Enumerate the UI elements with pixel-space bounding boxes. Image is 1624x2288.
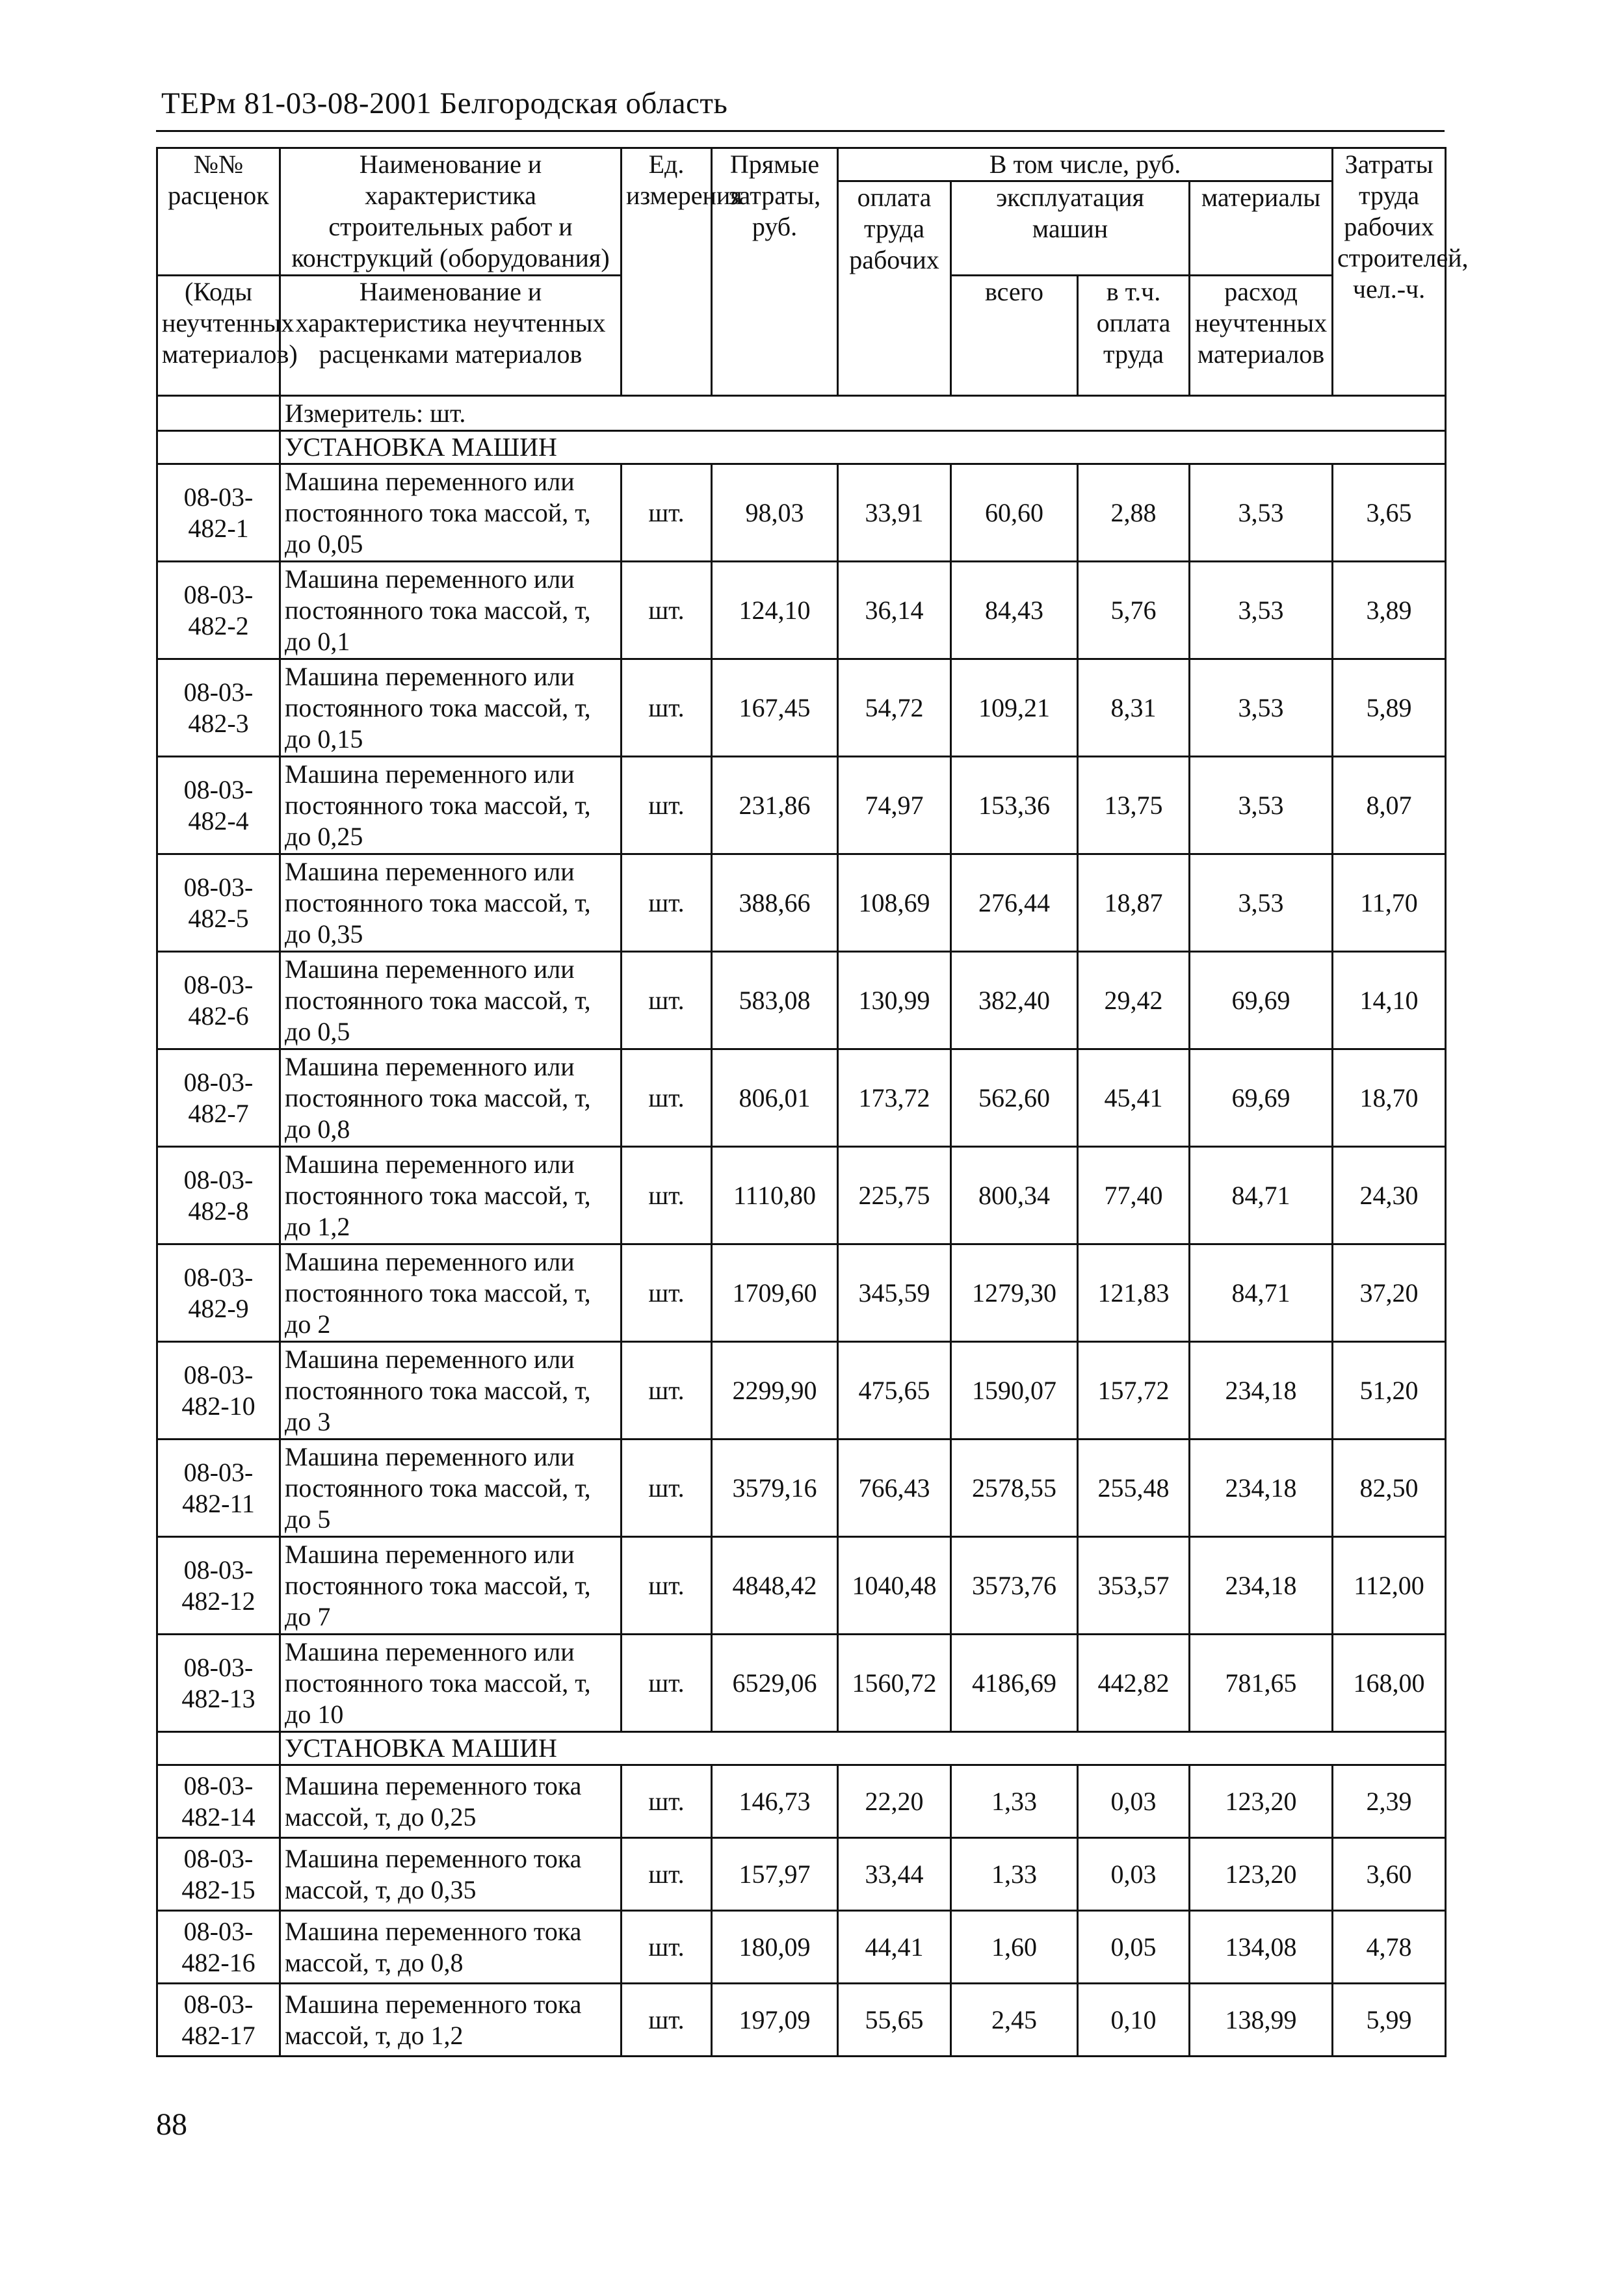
labor-pay: 475,65 — [838, 1342, 951, 1440]
table-row — [157, 1440, 1446, 1537]
rate-code: 08-03-482-14 — [157, 1765, 280, 1838]
machines-labor-pay: 0,10 — [1078, 1984, 1190, 2057]
labor-hours: 2,39 — [1333, 1765, 1446, 1838]
labor-pay: 74,97 — [838, 757, 951, 854]
labor-hours: 112,00 — [1333, 1537, 1446, 1635]
machines-labor-pay: 13,75 — [1078, 757, 1190, 854]
table-row — [157, 1537, 1446, 1635]
materials-cost: 84,71 — [1190, 1147, 1333, 1244]
direct-costs: 6529,06 — [712, 1635, 838, 1732]
table-row — [157, 1838, 1446, 1911]
machines-total: 1590,07 — [951, 1342, 1078, 1440]
machines-total: 1279,30 — [951, 1244, 1078, 1342]
labor-hours: 5,99 — [1333, 1984, 1446, 2057]
table-row — [157, 1049, 1446, 1147]
header-divider — [156, 130, 1445, 132]
rate-code: 08-03-482-2 — [157, 562, 280, 659]
materials-cost: 138,99 — [1190, 1984, 1333, 2057]
labor-hours: 8,07 — [1333, 757, 1446, 854]
work-description: Машина переменного или постоянного тока массой, т, до 0,35 — [280, 854, 622, 952]
machines-total: 2578,55 — [951, 1440, 1078, 1537]
labor-hours: 11,70 — [1333, 854, 1446, 952]
work-description: Машина переменного или постоянного тока массой, т, до 5 — [280, 1440, 622, 1537]
header-including: В том числе, руб. — [838, 148, 1333, 181]
labor-pay: 22,20 — [838, 1765, 951, 1838]
header-name: Наименование и характеристика строительных работ и конструкций (оборудования) — [280, 148, 622, 276]
direct-costs: 3579,16 — [712, 1440, 838, 1537]
direct-costs: 231,86 — [712, 757, 838, 854]
labor-pay: 55,65 — [838, 1984, 951, 2057]
labor-hours: 3,65 — [1333, 464, 1446, 562]
rate-code: 08-03-482-1 — [157, 464, 280, 562]
work-description: Машина переменного или постоянного тока массой, т, до 0,05 — [280, 464, 622, 562]
unit-of-measure: шт. — [622, 464, 712, 562]
rate-code: 08-03-482-7 — [157, 1049, 280, 1147]
labor-pay: 130,99 — [838, 952, 951, 1049]
section-title: УСТАНОВКА МАШИН — [280, 431, 1446, 464]
direct-costs: 806,01 — [712, 1049, 838, 1147]
machines-total: 153,36 — [951, 757, 1078, 854]
machines-total: 276,44 — [951, 854, 1078, 952]
rate-code: 08-03-482-17 — [157, 1984, 280, 2057]
rate-code: 08-03-482-6 — [157, 952, 280, 1049]
header-materials: материалы — [1190, 181, 1333, 276]
labor-hours: 24,30 — [1333, 1147, 1446, 1244]
machines-labor-pay: 8,31 — [1078, 659, 1190, 757]
unit-of-measure: шт. — [622, 1911, 712, 1984]
rate-code: 08-03-482-3 — [157, 659, 280, 757]
materials-cost: 3,53 — [1190, 757, 1333, 854]
work-description: Машина переменного тока массой, т, до 0,25 — [280, 1765, 622, 1838]
section-blank — [157, 1732, 280, 1765]
materials-cost: 69,69 — [1190, 952, 1333, 1049]
machines-labor-pay: 0,05 — [1078, 1911, 1190, 1984]
machines-total: 109,21 — [951, 659, 1078, 757]
rate-code: 08-03-482-10 — [157, 1342, 280, 1440]
direct-costs: 1709,60 — [712, 1244, 838, 1342]
labor-pay: 108,69 — [838, 854, 951, 952]
machines-labor-pay: 353,57 — [1078, 1537, 1190, 1635]
work-description: Машина переменного или постоянного тока массой, т, до 2 — [280, 1244, 622, 1342]
labor-pay: 1560,72 — [838, 1635, 951, 1732]
labor-pay: 225,75 — [838, 1147, 951, 1244]
document-title: ТЕРм 81-03-08-2001 Белгородская область — [161, 86, 728, 120]
work-description: Машина переменного или постоянного тока массой, т, до 0,25 — [280, 757, 622, 854]
machines-total: 2,45 — [951, 1984, 1078, 2057]
labor-hours: 82,50 — [1333, 1440, 1446, 1537]
section-title: УСТАНОВКА МАШИН — [280, 1732, 1446, 1765]
section-blank — [157, 431, 280, 464]
unit-of-measure: шт. — [622, 562, 712, 659]
unit-of-measure: шт. — [622, 854, 712, 952]
rate-code: 08-03-482-12 — [157, 1537, 280, 1635]
machines-labor-pay: 2,88 — [1078, 464, 1190, 562]
work-description: Машина переменного или постоянного тока массой, т, до 10 — [280, 1635, 622, 1732]
page-number: 88 — [156, 2107, 187, 2142]
labor-hours: 3,89 — [1333, 562, 1446, 659]
direct-costs: 98,03 — [712, 464, 838, 562]
unit-of-measure: шт. — [622, 1765, 712, 1838]
direct-costs: 124,10 — [712, 562, 838, 659]
labor-pay: 766,43 — [838, 1440, 951, 1537]
labor-hours: 5,89 — [1333, 659, 1446, 757]
header-machines-pay: в т.ч. оплата труда — [1078, 276, 1190, 396]
table-row — [157, 1342, 1446, 1440]
table-row — [157, 562, 1446, 659]
labor-pay: 33,44 — [838, 1838, 951, 1911]
machines-total: 1,33 — [951, 1765, 1078, 1838]
table-row — [157, 1147, 1446, 1244]
table-row — [157, 757, 1446, 854]
labor-hours: 14,10 — [1333, 952, 1446, 1049]
direct-costs: 197,09 — [712, 1984, 838, 2057]
rates-table — [156, 147, 1469, 2057]
unit-of-measure: шт. — [622, 659, 712, 757]
header-unit: Ед. измерения — [622, 148, 712, 396]
direct-costs: 167,45 — [712, 659, 838, 757]
rate-code: 08-03-482-15 — [157, 1838, 280, 1911]
unit-of-measure: шт. — [622, 1440, 712, 1537]
header-direct-costs: Прямые затраты, руб. — [712, 148, 838, 396]
rate-code: 08-03-482-16 — [157, 1911, 280, 1984]
labor-hours: 4,78 — [1333, 1911, 1446, 1984]
materials-cost: 134,08 — [1190, 1911, 1333, 1984]
machines-total: 1,60 — [951, 1911, 1078, 1984]
unit-of-measure: шт. — [622, 1838, 712, 1911]
header-materials-unaccounted: расход неучтенных материалов — [1190, 276, 1333, 396]
work-description: Машина переменного тока массой, т, до 1,2 — [280, 1984, 622, 2057]
machines-labor-pay: 442,82 — [1078, 1635, 1190, 1732]
machines-labor-pay: 5,76 — [1078, 562, 1190, 659]
machines-labor-pay: 157,72 — [1078, 1342, 1190, 1440]
unit-of-measure: шт. — [622, 1147, 712, 1244]
direct-costs: 157,97 — [712, 1838, 838, 1911]
materials-cost: 3,53 — [1190, 562, 1333, 659]
materials-cost: 123,20 — [1190, 1838, 1333, 1911]
materials-cost: 123,20 — [1190, 1765, 1333, 1838]
materials-cost: 234,18 — [1190, 1440, 1333, 1537]
rate-code: 08-03-482-11 — [157, 1440, 280, 1537]
labor-pay: 173,72 — [838, 1049, 951, 1147]
machines-labor-pay: 29,42 — [1078, 952, 1190, 1049]
work-description: Машина переменного или постоянного тока массой, т, до 3 — [280, 1342, 622, 1440]
labor-pay: 33,91 — [838, 464, 951, 562]
table-row — [157, 1765, 1446, 1838]
machines-labor-pay: 18,87 — [1078, 854, 1190, 952]
header-unaccounted-code: (Коды неучтенных материалов) — [157, 276, 280, 396]
machines-total: 4186,69 — [951, 1635, 1078, 1732]
machines-labor-pay: 45,41 — [1078, 1049, 1190, 1147]
work-description: Машина переменного или постоянного тока массой, т, до 0,8 — [280, 1049, 622, 1147]
labor-hours: 37,20 — [1333, 1244, 1446, 1342]
unit-of-measure: шт. — [622, 1244, 712, 1342]
table-row — [157, 854, 1446, 952]
machines-total: 562,60 — [951, 1049, 1078, 1147]
header-unaccounted-name: Наименование и характеристика неучтенных расценками материалов — [280, 276, 622, 396]
unit-of-measure: шт. — [622, 1049, 712, 1147]
machines-total: 800,34 — [951, 1147, 1078, 1244]
header-code: №№ расценок — [157, 148, 280, 276]
work-description: Машина переменного или постоянного тока массой, т, до 0,5 — [280, 952, 622, 1049]
labor-pay: 1040,48 — [838, 1537, 951, 1635]
direct-costs: 4848,42 — [712, 1537, 838, 1635]
rate-code: 08-03-482-13 — [157, 1635, 280, 1732]
table-row — [157, 1244, 1446, 1342]
machines-labor-pay: 121,83 — [1078, 1244, 1190, 1342]
table-row — [157, 464, 1446, 562]
direct-costs: 146,73 — [712, 1765, 838, 1838]
rate-code: 08-03-482-8 — [157, 1147, 280, 1244]
work-description: Машина переменного тока массой, т, до 0,8 — [280, 1911, 622, 1984]
unit-of-measure: шт. — [622, 1537, 712, 1635]
table-row — [157, 659, 1446, 757]
materials-cost: 781,65 — [1190, 1635, 1333, 1732]
labor-pay: 44,41 — [838, 1911, 951, 1984]
table-row — [157, 1984, 1446, 2057]
machines-total: 84,43 — [951, 562, 1078, 659]
unit-of-measure: шт. — [622, 757, 712, 854]
direct-costs: 1110,80 — [712, 1147, 838, 1244]
labor-pay: 54,72 — [838, 659, 951, 757]
materials-cost: 3,53 — [1190, 659, 1333, 757]
header-labor-cost: Затраты труда рабочих строителей, чел.-ч. — [1333, 148, 1446, 396]
labor-hours: 3,60 — [1333, 1838, 1446, 1911]
work-description: Машина переменного или постоянного тока массой, т, до 0,15 — [280, 659, 622, 757]
unit-of-measure: шт. — [622, 1342, 712, 1440]
section-row — [157, 431, 1446, 464]
labor-hours: 168,00 — [1333, 1635, 1446, 1732]
measure-blank — [157, 396, 280, 431]
labor-hours: 51,20 — [1333, 1342, 1446, 1440]
rate-code: 08-03-482-9 — [157, 1244, 280, 1342]
direct-costs: 2299,90 — [712, 1342, 838, 1440]
rate-code: 08-03-482-4 — [157, 757, 280, 854]
direct-costs: 180,09 — [712, 1911, 838, 1984]
section-row — [157, 1732, 1446, 1765]
table-row — [157, 952, 1446, 1049]
machines-total: 1,33 — [951, 1838, 1078, 1911]
work-description: Машина переменного или постоянного тока массой, т, до 0,1 — [280, 562, 622, 659]
measure-row — [157, 396, 1446, 431]
machines-total: 3573,76 — [951, 1537, 1078, 1635]
materials-cost: 84,71 — [1190, 1244, 1333, 1342]
materials-cost: 69,69 — [1190, 1049, 1333, 1147]
materials-cost: 3,53 — [1190, 464, 1333, 562]
table-header — [157, 148, 1469, 396]
materials-cost: 234,18 — [1190, 1537, 1333, 1635]
table-row — [157, 1911, 1446, 1984]
direct-costs: 388,66 — [712, 854, 838, 952]
header-machines-total: всего — [951, 276, 1078, 396]
machines-labor-pay: 255,48 — [1078, 1440, 1190, 1537]
work-description: Машина переменного или постоянного тока массой, т, до 7 — [280, 1537, 622, 1635]
machines-labor-pay: 77,40 — [1078, 1147, 1190, 1244]
table-body — [157, 396, 1446, 2057]
labor-hours: 18,70 — [1333, 1049, 1446, 1147]
unit-of-measure: шт. — [622, 1984, 712, 2057]
labor-pay: 345,59 — [838, 1244, 951, 1342]
table-row — [157, 1635, 1446, 1732]
work-description: Машина переменного или постоянного тока массой, т, до 1,2 — [280, 1147, 622, 1244]
machines-labor-pay: 0,03 — [1078, 1838, 1190, 1911]
machines-total: 60,60 — [951, 464, 1078, 562]
materials-cost: 3,53 — [1190, 854, 1333, 952]
rate-code: 08-03-482-5 — [157, 854, 280, 952]
unit-of-measure: шт. — [622, 952, 712, 1049]
measure-label: Измеритель: шт. — [280, 396, 1446, 431]
header-labor-pay: оплата труда рабочих — [838, 181, 951, 396]
direct-costs: 583,08 — [712, 952, 838, 1049]
header-machines: эксплуатация машин — [951, 181, 1190, 276]
labor-pay: 36,14 — [838, 562, 951, 659]
work-description: Машина переменного тока массой, т, до 0,35 — [280, 1838, 622, 1911]
machines-total: 382,40 — [951, 952, 1078, 1049]
machines-labor-pay: 0,03 — [1078, 1765, 1190, 1838]
materials-cost: 234,18 — [1190, 1342, 1333, 1440]
unit-of-measure: шт. — [622, 1635, 712, 1732]
